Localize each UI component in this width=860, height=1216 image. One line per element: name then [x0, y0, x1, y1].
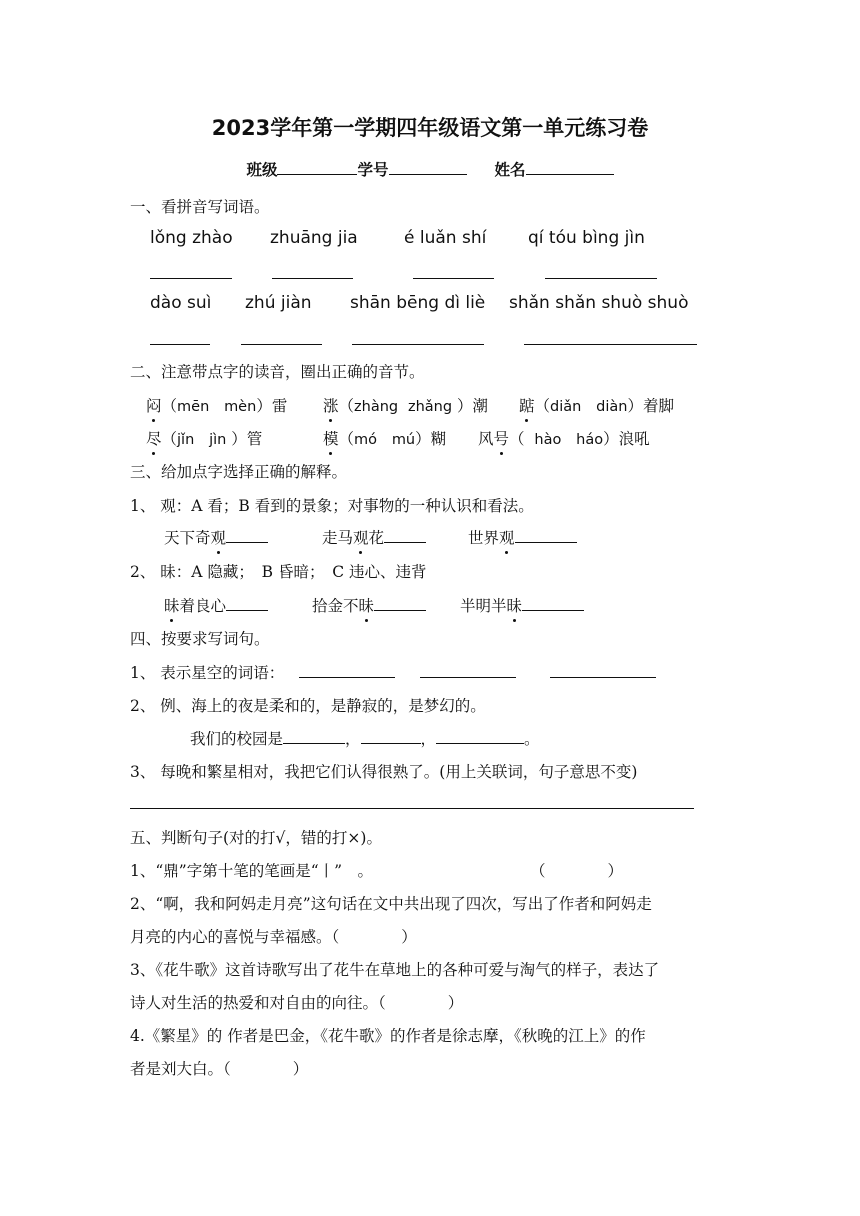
answer-line[interactable] — [272, 278, 353, 279]
section-2-heading: 二、注意带点字的读音，圈出正确的音节。 — [130, 363, 425, 381]
pinyin-1: lǒng zhào — [150, 228, 233, 248]
section-1-heading: 一、看拼音写词语。 — [130, 198, 270, 216]
pinyin-3: é luǎn shí — [404, 228, 487, 248]
answer-line[interactable] — [413, 278, 494, 279]
explain-item: 世界观 — [468, 526, 577, 548]
answer-line[interactable] — [150, 278, 232, 279]
class-field[interactable] — [277, 158, 357, 175]
question-4-2-fill: 我们的校园是 ， ， 。 — [190, 730, 540, 748]
question-3-2: 2、 昧：A 隐藏； B 昏暗； C 违心、违背 — [130, 563, 427, 581]
name-field[interactable] — [526, 158, 614, 175]
question-5-4-cont: 者是刘大白。（ ） — [130, 1060, 309, 1078]
answer-blank[interactable] — [374, 595, 426, 611]
pinyin-7: shān bēng dì liè — [350, 293, 486, 313]
answer-blank[interactable] — [436, 728, 524, 744]
answer-blank[interactable] — [515, 527, 577, 543]
question-3-1: 1、 观：A 看；B 看到的景象；对事物的一种认识和看法。 — [130, 497, 534, 515]
answer-blank[interactable] — [522, 595, 584, 611]
question-5-3: 3、《花牛歌》这首诗歌写出了花牛在草地上的各种可爱与淘气的样子，表达了 — [130, 961, 660, 979]
number-label: 学号 — [357, 161, 389, 179]
pronunciation-item: 风号（ hào háo）浪吼 — [478, 427, 650, 449]
pronunciation-item: 踮（diǎn diàn）着脚 — [519, 394, 674, 416]
answer-blank[interactable] — [361, 728, 421, 744]
class-label: 班级 — [246, 161, 278, 179]
answer-line[interactable] — [420, 677, 516, 678]
pinyin-8: shǎn shǎn shuò shuò — [509, 293, 689, 313]
answer-line[interactable] — [550, 677, 656, 678]
answer-line[interactable] — [352, 344, 484, 345]
question-5-2-cont: 月亮的内心的喜悦与幸福感。（ ） — [130, 928, 417, 946]
question-4-2: 2、 例、海上的夜是柔和的，是静寂的，是梦幻的。 — [130, 697, 486, 715]
answer-line[interactable] — [545, 278, 657, 279]
answer-line[interactable] — [299, 677, 395, 678]
pinyin-5: dào suì — [150, 293, 212, 313]
answer-blank[interactable] — [226, 595, 268, 611]
answer-line[interactable] — [241, 344, 322, 345]
pinyin-2: zhuāng jia — [270, 228, 358, 248]
question-4-1: 1、 表示星空的词语： — [130, 664, 285, 682]
pronunciation-item: 尽（jǐn jìn ）管 — [146, 427, 262, 449]
explain-item: 半明半昧 — [460, 594, 584, 616]
student-info — [0, 158, 860, 180]
question-5-2: 2、“啊，我和阿妈走月亮”这句话在文中共出现了四次，写出了作者和阿妈走 — [130, 895, 652, 913]
question-5-1: 1、“鼎”字第十笔的笔画是“丨” 。 — [130, 862, 374, 880]
answer-blank[interactable] — [226, 527, 268, 543]
question-4-3: 3、 每晚和繁星相对，我把它们认得很熟了。(用上关联词，句子意思不变) — [130, 763, 638, 781]
pronunciation-item: 模（mó mú）糊 — [323, 427, 446, 449]
section-4-heading: 四、按要求写词句。 — [130, 630, 270, 648]
answer-line[interactable] — [150, 344, 210, 345]
answer-blank[interactable] — [283, 728, 345, 744]
pinyin-6: zhú jiàn — [245, 293, 312, 313]
answer-blank[interactable] — [384, 527, 426, 543]
name-label: 姓名 — [494, 161, 526, 179]
explain-item: 拾金不昧 — [312, 594, 426, 616]
question-5-4: 4.《繁星》的 作者是巴金，《花牛歌》的作者是徐志摩，《秋晚的江上》的作 — [130, 1027, 646, 1045]
pinyin-4: qí tóu bìng jìn — [528, 228, 645, 248]
explain-item: 走马观花 — [322, 526, 426, 548]
answer-line[interactable] — [524, 344, 697, 345]
answer-line[interactable] — [130, 808, 694, 809]
section-3-heading: 三、给加点字选择正确的解释。 — [130, 463, 348, 481]
explain-item: 天下奇观 — [164, 526, 268, 548]
pronunciation-item: 闷（mēn mèn）雷 — [146, 394, 287, 416]
explain-item: 昧着良心 — [164, 594, 268, 616]
answer-paren[interactable]: （ ） — [530, 862, 624, 880]
pronunciation-item: 涨（zhàng zhǎng ）潮 — [323, 394, 488, 416]
section-5-heading: 五、判断句子(对的打√，错的打×)。 — [130, 829, 382, 847]
question-5-3-cont: 诗人对生活的热爱和对自由的向往。（ ） — [130, 994, 464, 1012]
page-title: 2023学年第一学期四年级语文第一单元练习卷 — [211, 116, 649, 140]
number-field[interactable] — [389, 158, 467, 175]
